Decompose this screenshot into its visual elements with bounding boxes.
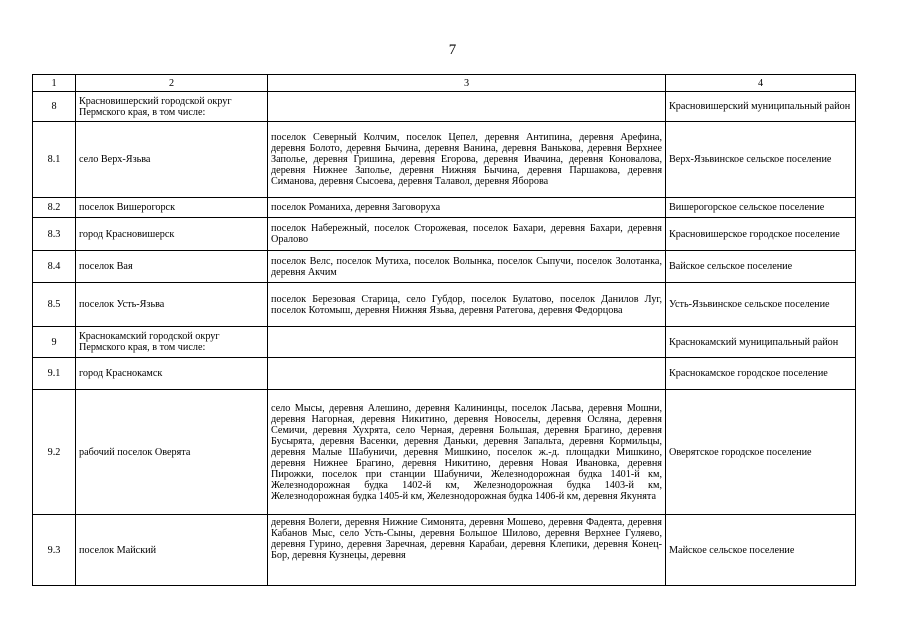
municipality-name: Краснокамский городской округ Пермского края, в том числе: — [76, 327, 268, 358]
former-district: Красновишерский муниципальный район — [666, 92, 856, 122]
settlements-list-text: деревня Волеги, деревня Нижние Симонята, деревня Мошево, деревня Фадеята, деревня Кабанов Мыс, село Усть-Сыны, деревня Большое Шилово, деревня Верхнее Гуляево, деревня Гурино, деревня Заречная, деревня Карабаи, деревня Клепики, деревня Конец-Бор, деревня Кузнецы, деревня — [271, 517, 662, 561]
table-row — [33, 390, 856, 515]
row-number: 8.5 — [33, 283, 76, 327]
row-number: 8.4 — [33, 251, 76, 283]
settlements-list — [268, 92, 666, 122]
row-number: 9.2 — [33, 390, 76, 515]
table-row — [33, 92, 856, 122]
settlements-list: поселок Березовая Старица, село Губдор, поселок Булатово, поселок Данилов Луг, поселок Котомыш, деревня Нижняя Язьва, деревня Ратегова, деревня Федорцова — [268, 283, 666, 327]
header-cell: 1 — [33, 75, 76, 92]
page-number: 7 — [448, 42, 457, 58]
row-number: 8 — [33, 92, 76, 122]
municipality-name: поселок Усть-Язьва — [76, 283, 268, 327]
row-number: 8.1 — [33, 122, 76, 198]
municipality-name: город Красновишерск — [76, 218, 268, 251]
header-cell: 3 — [268, 75, 666, 92]
table-row — [33, 122, 856, 198]
table-row — [33, 198, 856, 218]
former-district: Майское сельское поселение — [666, 515, 856, 586]
table-row — [33, 515, 856, 586]
former-district: Усть-Язьвинское сельское поселение — [666, 283, 856, 327]
municipality-name: поселок Майский — [76, 515, 268, 586]
settlements-list: поселок Романиха, деревня Заговоруха — [268, 198, 666, 218]
settlements-list — [268, 358, 666, 390]
former-district: Красновишерское городское поселение — [666, 218, 856, 251]
row-number: 8.3 — [33, 218, 76, 251]
municipality-name: Красновишерский городской округ Пермского края, в том числе: — [76, 92, 268, 122]
settlements-list — [268, 327, 666, 358]
table-row — [33, 251, 856, 283]
header-cell: 4 — [666, 75, 856, 92]
municipality-name: село Верх-Язьва — [76, 122, 268, 198]
former-district: Краснокамский муниципальный район — [666, 327, 856, 358]
table-row — [33, 327, 856, 358]
row-number: 9 — [33, 327, 76, 358]
municipality-name: город Краснокамск — [76, 358, 268, 390]
former-district: Оверятское городское поселение — [666, 390, 856, 515]
table-header-row — [33, 75, 856, 92]
header-cell: 2 — [76, 75, 268, 92]
table-row — [33, 358, 856, 390]
municipality-name: поселок Вая — [76, 251, 268, 283]
row-number: 9.1 — [33, 358, 76, 390]
former-district: Вишерогорское сельское поселение — [666, 198, 856, 218]
municipality-name: рабочий поселок Оверята — [76, 390, 268, 515]
settlements-list: поселок Северный Колчим, поселок Цепел, деревня Антипина, деревня Арефина, деревня Болото, деревня Бычина, деревня Ванина, деревня Ванькова, деревня Верхнее Заполье, деревня Гришина, деревня Егорова, деревня Ивачина, деревня Коновалова, деревня Нижнее Заполье, деревня Нижняя Бычина, деревня Паршакова, деревня Симанова, деревня Сысоева, деревня Талавол, деревня Яборова — [268, 122, 666, 198]
former-district: Краснокамское городское поселение — [666, 358, 856, 390]
settlements-list: село Мысы, деревня Алешино, деревня Калининцы, поселок Ласьва, деревня Мошни, деревня Нагорная, деревня Никитино, деревня Новоселы, деревня Осляна, деревня Семичи, деревня Хухрята, село Черная, деревня Большая, деревня Брагино, деревня Бусырята, деревня Васенки, деревня Даньки, деревня Запальта, деревня Кормильцы, деревня Малые Шабуничи, деревня Мишкино, поселок ж.-д. площадки Мишкино, деревня Нижнее Брагино, деревня Никитино, деревня Новая Ивановка, деревня Пирожки, поселок при станции Шабуничи, Железнодорожная будка 1401-й км, Железнодорожная будка 1402-й км, Железнодорожная будка 1403-й км, Железнодорожная будка 1405-й км, Железнодорожная будка 1406-й км, деревня Якунята — [268, 390, 666, 515]
settlements-list: поселок Набережный, поселок Сторожевая, поселок Бахари, деревня Бахари, деревня Оралово — [268, 218, 666, 251]
settlements-list: поселок Велс, поселок Мутиха, поселок Волынка, поселок Сыпучи, поселок Золотанка, деревня Акчим — [268, 251, 666, 283]
municipality-name: поселок Вишерогорск — [76, 198, 268, 218]
table-row — [33, 218, 856, 251]
row-number: 9.3 — [33, 515, 76, 586]
row-number: 8.2 — [33, 198, 76, 218]
table-row — [33, 283, 856, 327]
settlements-table — [32, 74, 856, 586]
former-district: Верх-Язьвинское сельское поселение — [666, 122, 856, 198]
former-district: Вайское сельское поселение — [666, 251, 856, 283]
settlements-list — [268, 515, 666, 586]
